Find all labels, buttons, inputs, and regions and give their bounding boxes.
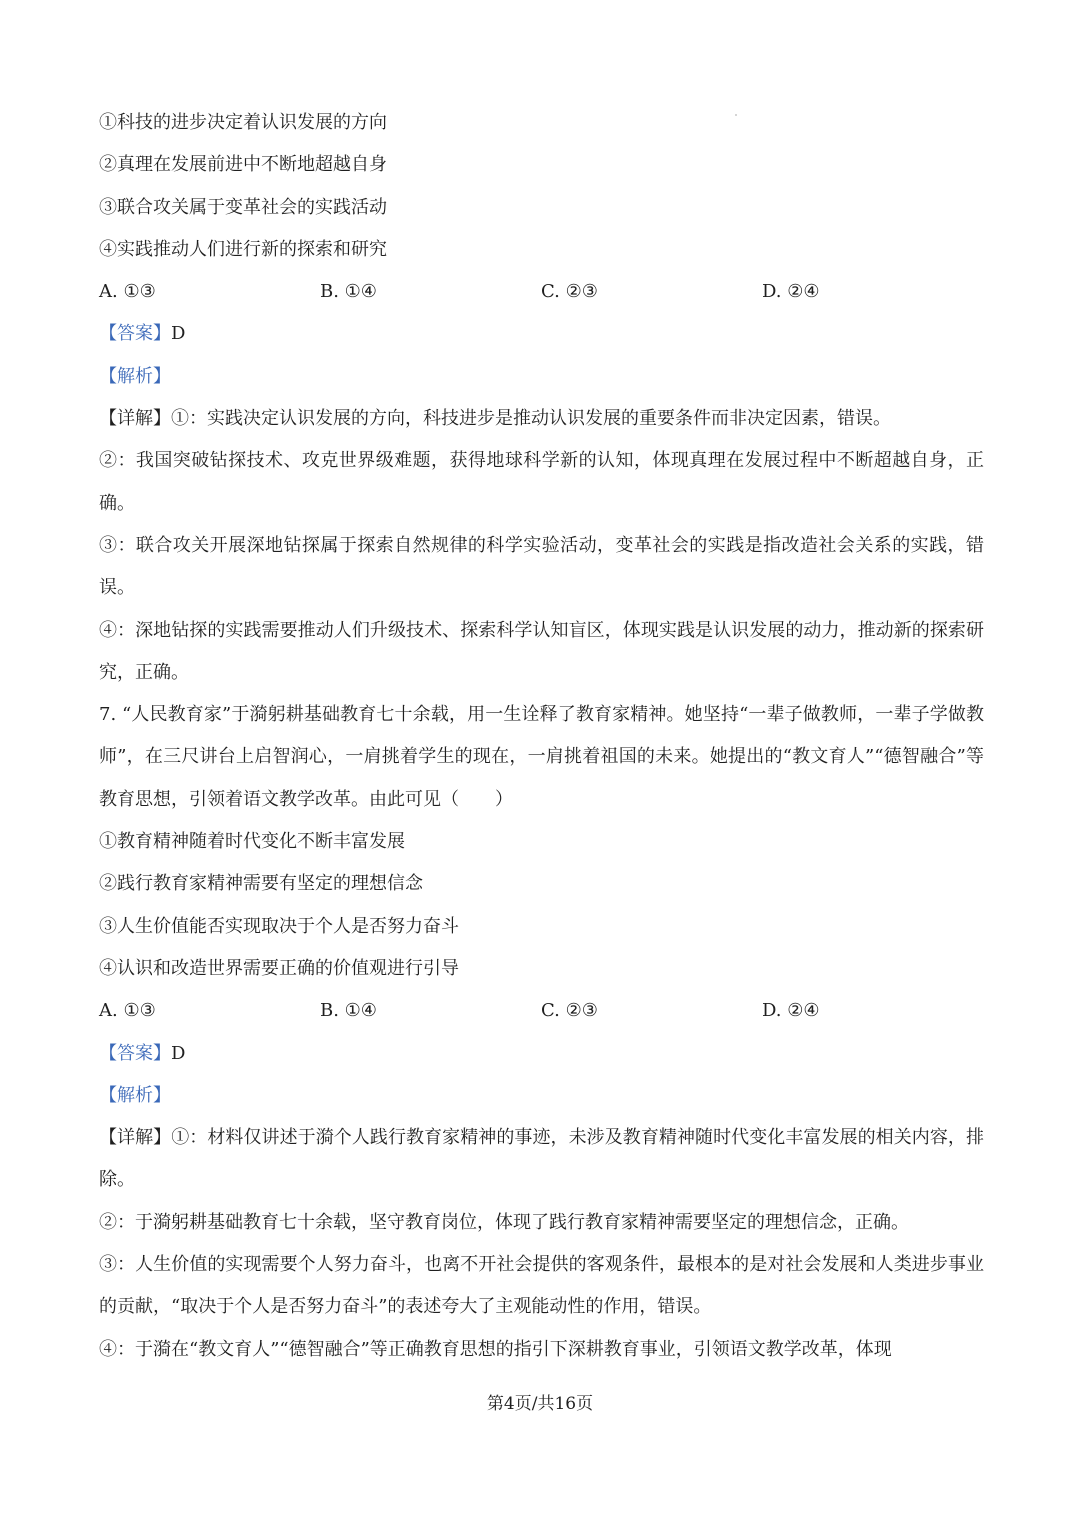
q7-analysis-tag: 【解析】 [99, 1084, 171, 1106]
q7-stem: 7. “人民教育家”于漪躬耕基础教育七十余载，用一生诠释了教育家精神。她坚持“一辈子做教师，一辈子学做教师”，在三尺讲台上启智润心，一肩挑着学生的现在，一肩挑着祖国的未来。她提出的“教文育人”“德智融合”等教育思想，引领着语文教学改革。由此可见（ ） [99, 704, 984, 810]
page-number-footer: 第4页/共16页 [486, 1394, 594, 1414]
q6-answer-value: D [171, 323, 186, 345]
q7-detail-4: ④：于漪在“教文育人”“德智融合”等正确教育思想的指引下深耕教育事业，引领语文教学改革，体现 [99, 1338, 892, 1360]
q7-statement-3: ③人生价值能否实现取决于个人是否努力奋斗 [99, 915, 459, 937]
page-content [99, 102, 984, 1371]
q7-statement-4: ④认识和改造世界需要正确的价值观进行引导 [99, 957, 459, 979]
q7-option-c: C. ②③ [541, 1000, 598, 1022]
q7-answer-value: D [171, 1042, 186, 1064]
q6-detail-1-text: ①：实践决定认识发展的方向，科技进步是推动认识发展的重要条件而非决定因素，错误。 [171, 408, 891, 430]
q6-answer-tag: 【答案】 [99, 323, 171, 345]
q6-answer [99, 313, 984, 355]
q6-statement-4: ④实践推动人们进行新的探索和研究 [99, 238, 387, 260]
q6-statement-1: ①科技的进步决定着认识发展的方向 [99, 112, 387, 133]
q6-statement-3: ③联合攻关属于变革社会的实践活动 [99, 196, 387, 218]
q7-options [99, 990, 984, 1032]
q6-analysis-tag: 【解析】 [99, 365, 171, 387]
q7-option-b: B. ①④ [320, 1000, 377, 1022]
q6-detail-tag: 【详解】 [99, 408, 171, 430]
q7-detail-tag: 【详解】 [99, 1127, 172, 1149]
q6-analysis-heading [99, 356, 984, 398]
q6-option-d: D. ②④ [762, 281, 820, 303]
q7-option-a: A. ①③ [99, 1000, 156, 1022]
q6-option-b: B. ①④ [320, 281, 377, 303]
q7-option-d: D. ②④ [762, 1000, 820, 1022]
q6-detail-3: ③：联合攻关开展深地钻探属于探索自然规律的科学实验活动，变革社会的实践是指改造社会关系的实践，错误。 [99, 534, 984, 599]
q6-detail-2: ②：我国突破钻探技术、攻克世界级难题，获得地球科学新的认知，体现真理在发展过程中不断超越自身，正确。 [99, 450, 984, 514]
q6-option-c: C. ②③ [541, 281, 598, 303]
q7-detail-3: ③：人生价值的实现需要个人努力奋斗，也离不开社会提供的客观条件，最根本的是对社会发展和人类进步事业的贡献，“取决于个人是否努力奋斗”的表述夸大了主观能动性的作用，错误。 [99, 1254, 984, 1318]
q6-detail-4: ④：深地钻探的实践需要推动人们升级技术、探索科学认知盲区，体现实践是认识发展的动力，推动新的探索研究，正确。 [99, 619, 984, 683]
q7-answer-tag: 【答案】 [99, 1042, 171, 1064]
q7-detail-1-text: ①：材料仅讲述于漪个人践行教育家精神的事迹，未涉及教育精神随时代变化丰富发展的相关内容，排除。 [99, 1127, 984, 1191]
q6-options [99, 271, 984, 313]
q6-detail-1 [99, 398, 984, 440]
q7-analysis-heading [99, 1075, 984, 1117]
q6-statement-2: ②真理在发展前进中不断地超越自身 [99, 154, 387, 176]
q7-detail-2: ②：于漪躬耕基础教育七十余载，坚守教育岗位，体现了践行教育家精神需要坚定的理想信念，正确。 [99, 1211, 909, 1233]
q7-detail-1 [99, 1117, 984, 1202]
q7-answer [99, 1033, 984, 1075]
q7-statement-1: ①教育精神随着时代变化不断丰富发展 [99, 831, 405, 853]
q6-option-a: A. ①③ [99, 281, 156, 303]
q7-statement-2: ②践行教育家精神需要有坚定的理想信念 [99, 873, 423, 895]
